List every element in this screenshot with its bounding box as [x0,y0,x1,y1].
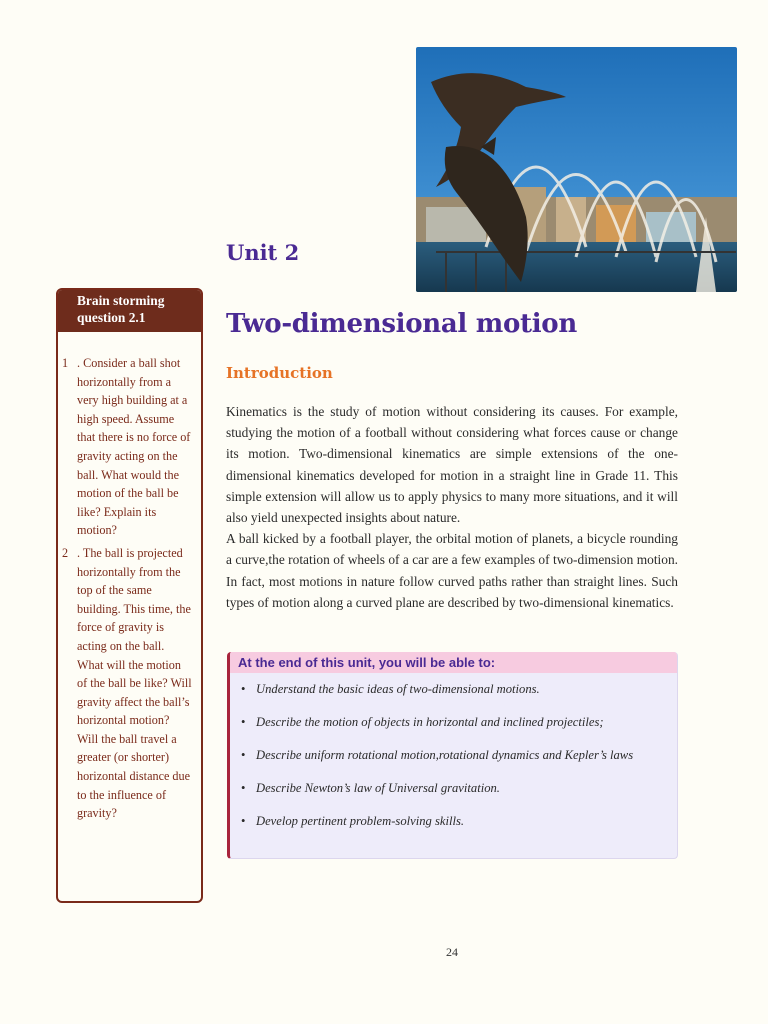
question-item [62,354,193,540]
introduction-body [226,401,678,613]
dolphin-fountain-photo [416,47,737,292]
objective-item: • Understand the basic ideas of two-dimensional motions. [256,679,669,700]
brainstorm-sidebar [56,288,203,903]
objective-item: • Describe the motion of objects in horizontal and inclined projectiles; [256,712,669,733]
unit-label: Unit 2 [226,240,300,265]
question-text: . Consider a ball shot horizontally from a very high building at a high speed. Assume that there is no force of gravity acting on the ball. What would the motion of the ball be like? Explain its motion? [77,356,191,538]
intro-paragraph: Kinematics is the study of motion without considering its causes. For example, studying the motion of a football without considering what forces cause or change its motion. Two-dimensional kinematics are simple extensions of the one-dimensional kinematics developed for motion in a straight line in Grade 11. This simple extension will allow us to apply physics to many more situations, and it will also yield unexpected insights about nature. [226,404,678,526]
page-title: Two-dimensional motion [226,309,577,339]
question-number: 2 [62,545,69,560]
sidebar-questions [58,332,201,823]
question-item [62,544,193,823]
objective-item: • Describe uniform rotational motion,rotational dynamics and Kepler’s laws [256,745,669,766]
objective-item: • Develop pertinent problem-solving skills. [256,811,669,832]
question-number: 1 [62,356,69,370]
question-text: . The ball is projected horizontally from the top of the same building. This time, the force of gravity is acting on the ball. What will the motion of the ball be like? Will gravity affect the ball’s horizontal motion? Will the ball travel a greater (or shorter) horizontal distance due to the influence of gravity? [77,545,192,821]
page-number: 24 [446,945,458,959]
intro-paragraph: A ball kicked by a football player, the orbital motion of planets, a bicycle rounding a curve,the rotation of wheels of a car are a few examples of two-dimension motion. In fact, most motions in nature follow curved paths rather than straight lines. Such types of motion along a curved plane are described by two-dimensional kinematics. [226,531,678,610]
objectives-list [230,673,677,832]
objectives-header: At the end of this unit, you will be able to: [230,652,677,673]
introduction-heading: Introduction [226,364,333,382]
objectives-box [227,652,678,859]
objective-item: • Describe Newton’s law of Universal gravitation. [256,778,669,799]
sidebar-header: Brain storming question 2.1 [58,290,201,332]
